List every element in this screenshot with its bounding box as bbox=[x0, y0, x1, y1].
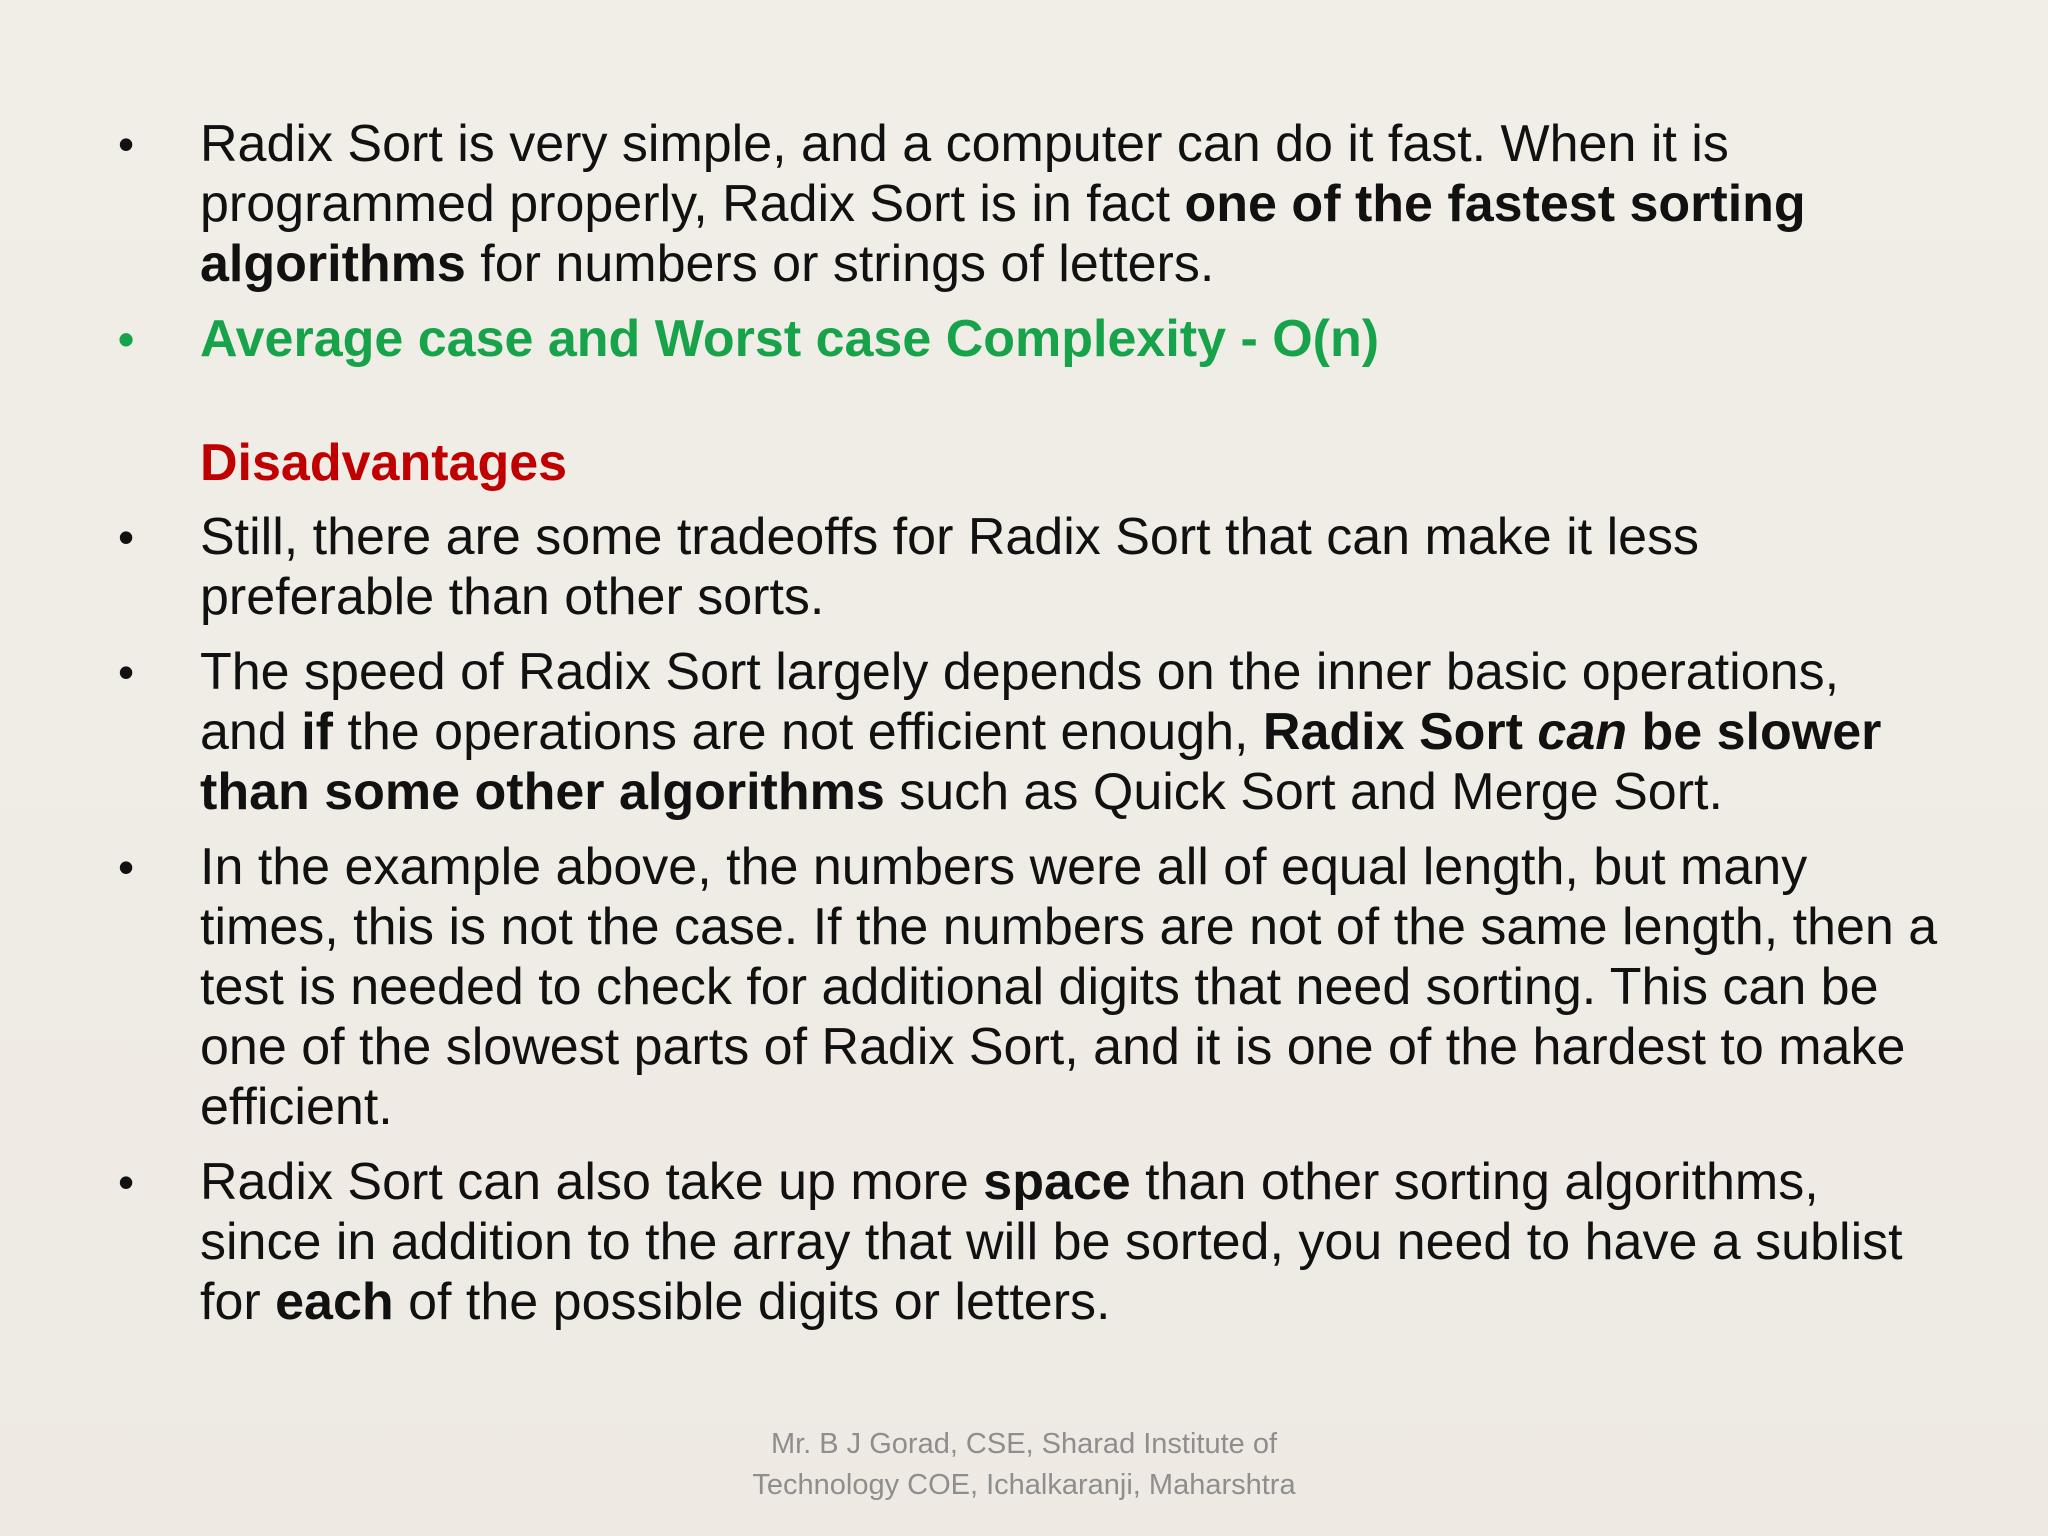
bullet-text: In the example above, the numbers were all of equal length, but many times, this is not the case. If the numbers are not of the same length, then a test is needed to check for additional digits that need sorting. This can be one of the slowest parts of Radix Sort, and it is one of the hardest to make efficient. bbox=[200, 838, 1938, 1136]
bullet-text: Still, there are some tradeoffs for Radix Sort that can make it less preferable than other sorts. bbox=[200, 508, 1700, 626]
bullet-text-bold: each bbox=[275, 1273, 394, 1331]
bullet-text-part: Radix Sort is very simple, and a computer can do it fast. When it is programmed properly, Radix Sort is in fact bbox=[200, 115, 1729, 233]
bullet-text-bold: if bbox=[301, 703, 333, 761]
bullet-text-part: of the possible digits or letters. bbox=[393, 1273, 1111, 1331]
bullet-dot-icon: • bbox=[118, 511, 135, 563]
bullet-text-part: the operations are not efficient enough, bbox=[332, 703, 1263, 761]
bullet-text-part: The speed of Radix Sort largely depends on the inner basic operations, and bbox=[200, 643, 1840, 761]
bullet-text-bold: be slower than some other algorithms bbox=[200, 703, 1882, 821]
bullet-dot-icon: • bbox=[118, 313, 135, 365]
bullet-text-bold: one of the fastest sorting algorithms bbox=[200, 175, 1806, 293]
bullet-text bbox=[200, 642, 1938, 822]
footer-line: Technology COE, Ichalkaranji, Maharshtra bbox=[752, 1469, 1296, 1501]
disadvantages-heading: Disadvantages bbox=[200, 434, 568, 492]
bullet-text-bold: Radix Sort bbox=[1262, 703, 1538, 761]
bullet-space bbox=[118, 1152, 1938, 1332]
slide-content bbox=[118, 114, 1938, 1347]
bullet-radix-simple bbox=[118, 114, 1938, 294]
bullet-text-bold: space bbox=[983, 1153, 1131, 1211]
bullet-complexity bbox=[118, 309, 1938, 369]
footer-line: Mr. B J Gorad, CSE, Sharad Institute of bbox=[770, 1428, 1278, 1460]
bullet-speed bbox=[118, 642, 1938, 822]
bullet-text-part: than other sorting algorithms, since in addition to the array that will be sorted, you need to have a sublist for bbox=[200, 1153, 1903, 1331]
bullet-text bbox=[200, 1152, 1938, 1332]
bullet-equal-length bbox=[118, 837, 1938, 1137]
bullet-text bbox=[200, 114, 1938, 294]
bullet-text-part: Radix Sort can also take up more bbox=[200, 1153, 984, 1211]
bullet-dot-icon: • bbox=[118, 118, 135, 170]
bullet-text-part: such as Quick Sort and Merge Sort. bbox=[884, 763, 1723, 821]
bullet-text-bold-italic bbox=[1537, 703, 1627, 761]
complexity-text: Average case and Worst case Complexity - O(n) bbox=[200, 310, 1380, 368]
bullet-text-italic: can bbox=[1537, 703, 1628, 761]
bullet-text-part: for numbers or strings of letters. bbox=[465, 235, 1215, 293]
bullet-tradeoffs bbox=[118, 507, 1938, 627]
bullet-dot-icon: • bbox=[118, 841, 135, 893]
bullet-dot-icon: • bbox=[118, 646, 135, 698]
bullet-dot-icon: • bbox=[118, 1156, 135, 1208]
slide-footer bbox=[0, 1424, 2048, 1506]
